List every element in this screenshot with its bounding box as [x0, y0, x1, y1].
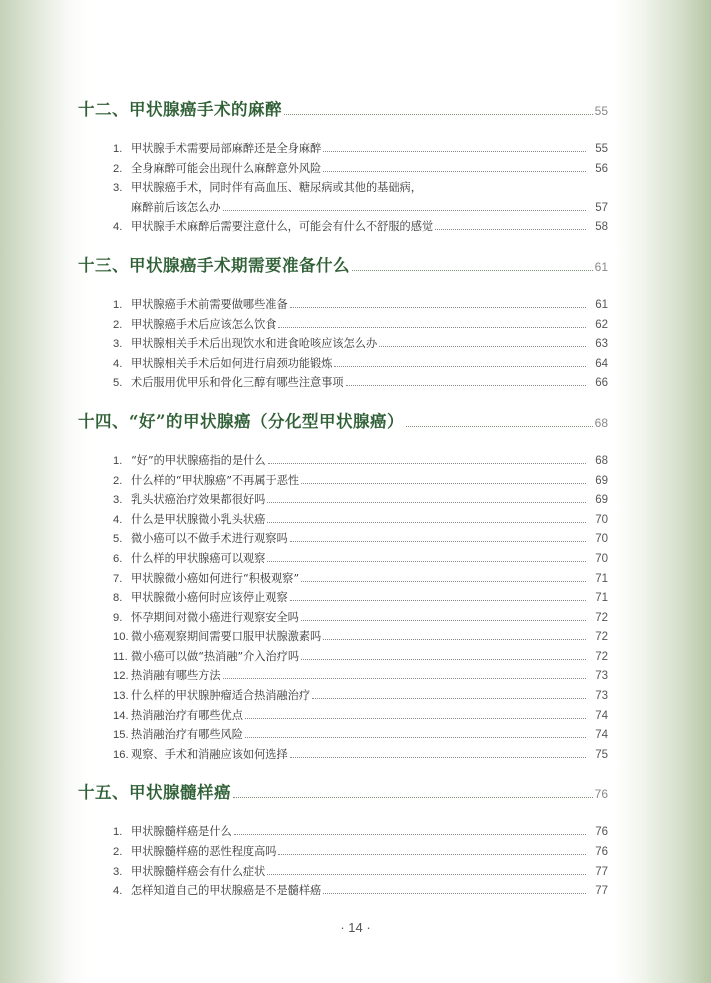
entry-title: 甲状腺癌手术后应该怎么饮食	[131, 317, 277, 331]
toc-entry[interactable]	[113, 863, 608, 883]
entry-page: 56	[595, 162, 608, 175]
toc-entry[interactable]	[113, 179, 608, 199]
entry-page: 77	[595, 885, 608, 898]
entry-title: 甲状腺相关手术后出现饮水和进食呛咳应该怎么办	[131, 337, 378, 351]
entry-page: 69	[595, 474, 608, 487]
entry-page: 76	[595, 826, 608, 839]
entry-page: 75	[595, 748, 608, 761]
entry-page: 71	[595, 592, 608, 605]
entry-title: 甲状腺微小癌何时应该停止观察	[131, 591, 288, 605]
toc-entry[interactable]	[113, 570, 608, 590]
entry-title: 什么样的甲状腺癌可以观察	[131, 551, 266, 565]
toc-entry[interactable]	[113, 160, 608, 180]
table-of-contents	[78, 96, 608, 902]
entry-page: 70	[595, 552, 608, 565]
entry-number: 9.	[113, 611, 123, 624]
toc-chapter	[78, 765, 608, 901]
entry-number: 6.	[113, 552, 123, 565]
dot-leader	[245, 737, 586, 738]
dot-leader	[435, 229, 586, 230]
entry-title: 微小癌可以不做手术进行观察吗	[131, 532, 288, 546]
dot-leader	[267, 561, 586, 562]
chapter-page: 55	[594, 104, 608, 118]
entry-title: 术后服用优甲乐和骨化三醇有哪些注意事项	[131, 376, 344, 390]
toc-entry[interactable]	[113, 218, 608, 238]
entry-number: 1.	[113, 143, 123, 155]
entry-number: 2.	[113, 162, 123, 175]
toc-entry[interactable]	[113, 628, 608, 648]
entry-title: 甲状腺髓样癌的恶性程度高吗	[131, 845, 277, 859]
toc-entry[interactable]	[113, 843, 608, 863]
chapter-items	[113, 823, 608, 901]
dot-leader	[379, 346, 586, 347]
chapter-title: 十三、甲状腺癌手术期需要准备什么	[78, 255, 350, 275]
entry-page: 62	[595, 318, 608, 331]
dot-leader	[223, 678, 586, 679]
toc-entry[interactable]	[113, 491, 608, 511]
entry-page: 70	[595, 513, 608, 526]
toc-chapter	[78, 394, 608, 766]
entry-number: 2.	[113, 318, 123, 331]
dot-leader	[234, 834, 586, 835]
toc-entry[interactable]	[113, 882, 608, 902]
dot-leader	[323, 639, 586, 640]
chapter-items	[113, 452, 608, 766]
chapter-items	[113, 296, 608, 394]
entry-page: 74	[595, 729, 608, 742]
entry-title: “好”的甲状腺癌指的是什么	[131, 453, 266, 467]
dot-leader	[346, 385, 586, 386]
entry-page: 77	[595, 865, 608, 878]
entry-number: 2.	[113, 474, 123, 487]
entry-page: 69	[595, 494, 608, 507]
entry-page: 58	[595, 221, 608, 234]
dot-leader	[352, 270, 593, 271]
toc-entry[interactable]	[113, 452, 608, 472]
entry-title: 热消融治疗有哪些优点	[131, 708, 243, 722]
entry-title: 怀孕期间对微小癌进行观察安全吗	[131, 610, 299, 624]
entry-title: 什么样的“甲状腺癌”不再属于恶性	[131, 473, 300, 487]
entry-page: 73	[595, 670, 608, 683]
entry-number: 8.	[113, 592, 123, 605]
entry-title: 甲状腺癌手术，同时伴有高血压、糖尿病或其他的基础病，	[131, 181, 422, 195]
entry-title: 观察、手术和消融应该如何选择	[131, 747, 288, 761]
entry-title: 热消融治疗有哪些风险	[131, 728, 243, 742]
entry-number: 13.	[113, 690, 129, 703]
entry-page: 64	[595, 357, 608, 370]
entry-title: 全身麻醉可能会出现什么麻醉意外风险	[131, 161, 322, 175]
toc-entry[interactable]	[113, 335, 608, 355]
entry-number: 4.	[113, 221, 123, 234]
section-gap	[78, 394, 608, 408]
dot-leader	[278, 854, 586, 855]
entry-title: 甲状腺相关手术后如何进行肩颈功能锻炼	[131, 356, 333, 370]
entry-number: 3.	[113, 494, 123, 507]
toc-entry[interactable]	[113, 199, 608, 219]
chapter-heading[interactable]	[78, 779, 608, 823]
entry-title: 什么是甲状腺微小乳头状癌	[131, 512, 266, 526]
entry-title: 甲状腺髓样癌会有什么症状	[131, 864, 266, 878]
entry-title: 怎样知道自己的甲状腺癌是不是髓样癌	[131, 884, 322, 898]
entry-page: 74	[595, 709, 608, 722]
entry-title: 甲状腺髓样癌是什么	[131, 825, 232, 839]
dot-leader	[267, 874, 586, 875]
section-gap	[78, 765, 608, 779]
toc-entry[interactable]	[113, 316, 608, 336]
dot-leader	[267, 522, 586, 523]
dot-leader	[290, 757, 586, 758]
dot-leader	[301, 483, 586, 484]
toc-chapter	[78, 238, 608, 394]
dot-leader	[290, 600, 586, 601]
chapter-title: 十四、“好”的甲状腺癌（分化型甲状腺癌）	[78, 411, 404, 431]
entry-title: 乳头状癌治疗效果都很好吗	[131, 493, 266, 507]
chapter-heading[interactable]	[78, 408, 608, 452]
toc-entry[interactable]	[113, 550, 608, 570]
dot-leader	[284, 114, 593, 115]
entry-page: 55	[595, 143, 608, 155]
entry-number: 5.	[113, 533, 123, 546]
chapter-title: 十二、甲状腺癌手术的麻醉	[78, 100, 282, 119]
dot-leader	[223, 210, 586, 211]
chapter-items	[113, 140, 608, 238]
chapter-heading[interactable]	[78, 252, 608, 296]
dot-leader	[323, 151, 586, 152]
entry-number: 3.	[113, 182, 123, 195]
section-gap	[78, 238, 608, 252]
dot-leader	[268, 463, 586, 464]
toc-entry[interactable]	[113, 374, 608, 394]
dot-leader	[301, 659, 586, 660]
toc-entry[interactable]	[113, 609, 608, 629]
entry-title: 麻醉前后该怎么办	[131, 200, 221, 214]
toc-entry[interactable]	[113, 296, 608, 316]
entry-title: 热消融有哪些方法	[131, 669, 221, 683]
entry-number: 7.	[113, 572, 123, 585]
dot-leader	[323, 171, 586, 172]
entry-page: 71	[595, 572, 608, 585]
entry-title: 微小癌可以做“热消融”介入治疗吗	[131, 649, 300, 663]
entry-number: 15.	[113, 729, 129, 742]
dot-leader	[312, 698, 586, 699]
entry-page: 72	[595, 631, 608, 644]
toc-entry[interactable]	[113, 726, 608, 746]
entry-title: 甲状腺手术需要局部麻醉还是全身麻醉	[131, 142, 322, 155]
toc-entry[interactable]	[113, 648, 608, 668]
entry-title: 甲状腺癌手术前需要做哪些准备	[131, 297, 288, 311]
dot-leader	[278, 327, 586, 328]
toc-entry[interactable]	[113, 667, 608, 687]
dot-leader	[406, 426, 593, 427]
toc-entry[interactable]	[113, 687, 608, 707]
chapter-title: 十五、甲状腺髓样癌	[78, 783, 231, 803]
dot-leader	[323, 893, 586, 894]
entry-page: 61	[595, 298, 608, 311]
dot-leader	[233, 797, 593, 798]
toc-entry[interactable]	[113, 472, 608, 492]
entry-page: 57	[595, 201, 608, 214]
entry-page: 76	[595, 846, 608, 859]
entry-number: 4.	[113, 357, 123, 370]
toc-entry[interactable]	[113, 511, 608, 531]
chapter-heading[interactable]	[78, 96, 608, 140]
dot-leader	[290, 541, 586, 542]
entry-number: 1.	[113, 298, 123, 311]
entry-number: 2.	[113, 846, 123, 859]
entry-page: 66	[595, 377, 608, 390]
toc-entry[interactable]	[113, 530, 608, 550]
entry-page: 72	[595, 650, 608, 663]
entry-number: 4.	[113, 513, 123, 526]
chapter-page: 76	[594, 787, 608, 802]
entry-title: 什么样的甲状腺肿瘤适合热消融治疗	[131, 689, 311, 703]
entry-number: 3.	[113, 865, 123, 878]
dot-leader	[301, 620, 586, 621]
entry-number: 1.	[113, 826, 123, 839]
entry-page: 72	[595, 611, 608, 624]
entry-title: 微小癌观察期间需要口服甲状腺激素吗	[131, 630, 322, 644]
page-number: · 14 ·	[340, 920, 371, 935]
chapter-page: 61	[594, 259, 608, 274]
toc-entry[interactable]	[113, 823, 608, 843]
dot-leader	[267, 502, 586, 503]
dot-leader	[245, 718, 586, 719]
entry-page: 63	[595, 338, 608, 351]
entry-number: 3.	[113, 338, 123, 351]
toc-entry[interactable]	[113, 355, 608, 375]
entry-number: 12.	[113, 670, 129, 683]
entry-number: 10.	[113, 631, 129, 644]
entry-title: 甲状腺手术麻醉后需要注意什么，可能会有什么不舒服的感觉	[131, 220, 434, 234]
chapter-page: 68	[594, 415, 608, 430]
dot-leader	[290, 307, 586, 308]
entry-number: 5.	[113, 377, 123, 390]
entry-page: 70	[595, 533, 608, 546]
entry-page: 73	[595, 690, 608, 703]
entry-number: 4.	[113, 885, 123, 898]
toc-entry[interactable]	[113, 589, 608, 609]
dot-leader	[334, 366, 586, 367]
toc-entry[interactable]	[113, 707, 608, 727]
entry-number: 11.	[113, 650, 128, 663]
entry-number: 1.	[113, 454, 123, 467]
entry-title: 甲状腺微小癌如何进行“积极观察”	[131, 571, 300, 585]
entry-page: 68	[595, 454, 608, 467]
entry-number: 14.	[113, 709, 129, 722]
dot-leader	[301, 581, 586, 582]
toc-entry[interactable]	[113, 140, 608, 160]
entry-number: 16.	[113, 748, 129, 761]
toc-chapter	[78, 96, 608, 238]
toc-entry[interactable]	[113, 746, 608, 766]
